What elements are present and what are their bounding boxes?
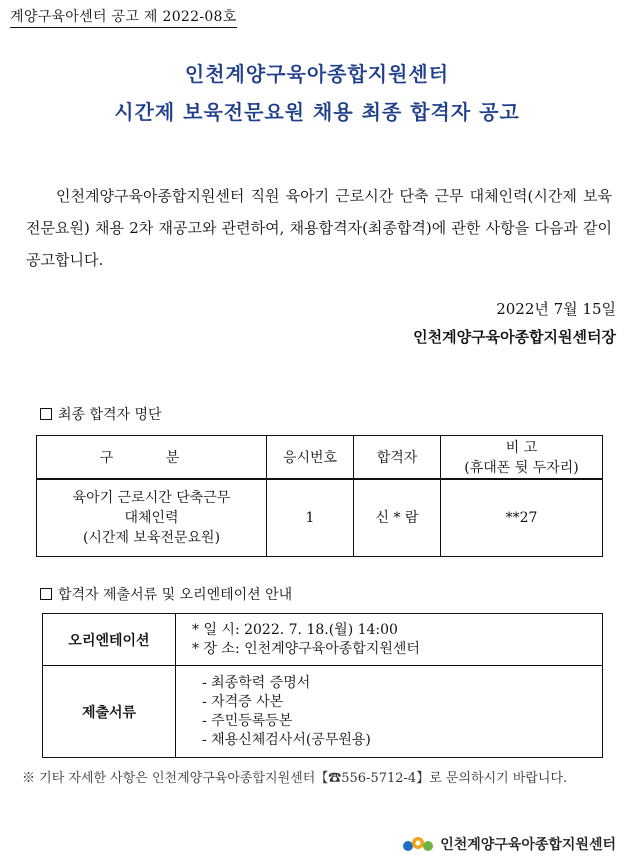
section-documents-heading [40,584,292,604]
notice-number: 계양구육아센터 공고 제 2022-08호 [10,6,237,28]
footer-note: ※ 기타 자세한 사항은 인천계양구육아종합지원센터【☎556-5712-4】로 문의하시기 바랍니다. [22,771,568,786]
header-exam-no: 응시번호 [267,436,354,480]
section-heading-text: 최종 합격자 명단 [58,407,162,423]
section-heading-text: 합격자 제출서류 및 오리엔테이션 안내 [58,587,293,603]
remark-label: 비 고 [505,440,538,456]
header-passer: 합격자 [354,436,441,480]
table-row [43,614,603,666]
passers-table [36,435,603,557]
page-subtitle: 시간제 보육전문요원 채용 최종 합격자 공고 [114,100,520,124]
page-title: 인천계양구육아종합지원센터 [184,62,450,86]
orientation-label: 오리엔테이션 [43,614,176,666]
list-item: - 최종학력 증명서 [202,674,311,691]
center-logo [402,834,616,854]
signer: 인천계양구육아종합지원센터장 [413,328,616,346]
notice-date: 2022년 7월 15일 [496,300,616,318]
table-row [43,666,603,758]
square-bullet-icon [40,588,52,600]
list-item: - 자격증 사본 [202,693,284,710]
remark-sub-label: (휴대폰 뒷 두자리) [464,460,579,476]
header-category: 구 분 [37,436,267,480]
square-bullet-icon [40,408,52,420]
list-item: - 주민등록등본 [202,712,293,729]
orientation-details [176,614,603,666]
documents-label: 제출서류 [43,666,176,758]
cell-passer: 신 * 람 [354,479,441,557]
center-logo-icon [402,834,434,854]
section-final-passers-heading [40,404,162,424]
cell-exam-no: 1 [267,479,354,557]
table-header-row [37,436,603,480]
orientation-time: * 일 시: 2022. 7. 18.(월) 14:00 [192,621,398,638]
documents-list [176,666,603,758]
cell-category: 육아기 근로시간 단축근무 대체인력 (시간제 보육전문요원) [37,479,267,557]
header-remark [441,436,603,480]
cell-remark: **27 [441,479,603,557]
table-row [37,479,603,557]
orientation-place: * 장 소: 인천계양구육아종합지원센터 [192,640,420,657]
intro-paragraph: 인천계양구육아종합지원센터 직원 육아기 근로시간 단축 근무 대체인력(시간제 보육전문요원) 채용 2차 재공고와 관련하여, 채용합격자(최종합격)에 관한 사항을 다음과 같이 공고합니다. [26,187,612,269]
list-item: - 채용신체검사서(공무원용) [202,731,371,748]
orientation-table [42,613,603,758]
logo-text: 인천계양구육아종합지원센터 [440,837,616,853]
